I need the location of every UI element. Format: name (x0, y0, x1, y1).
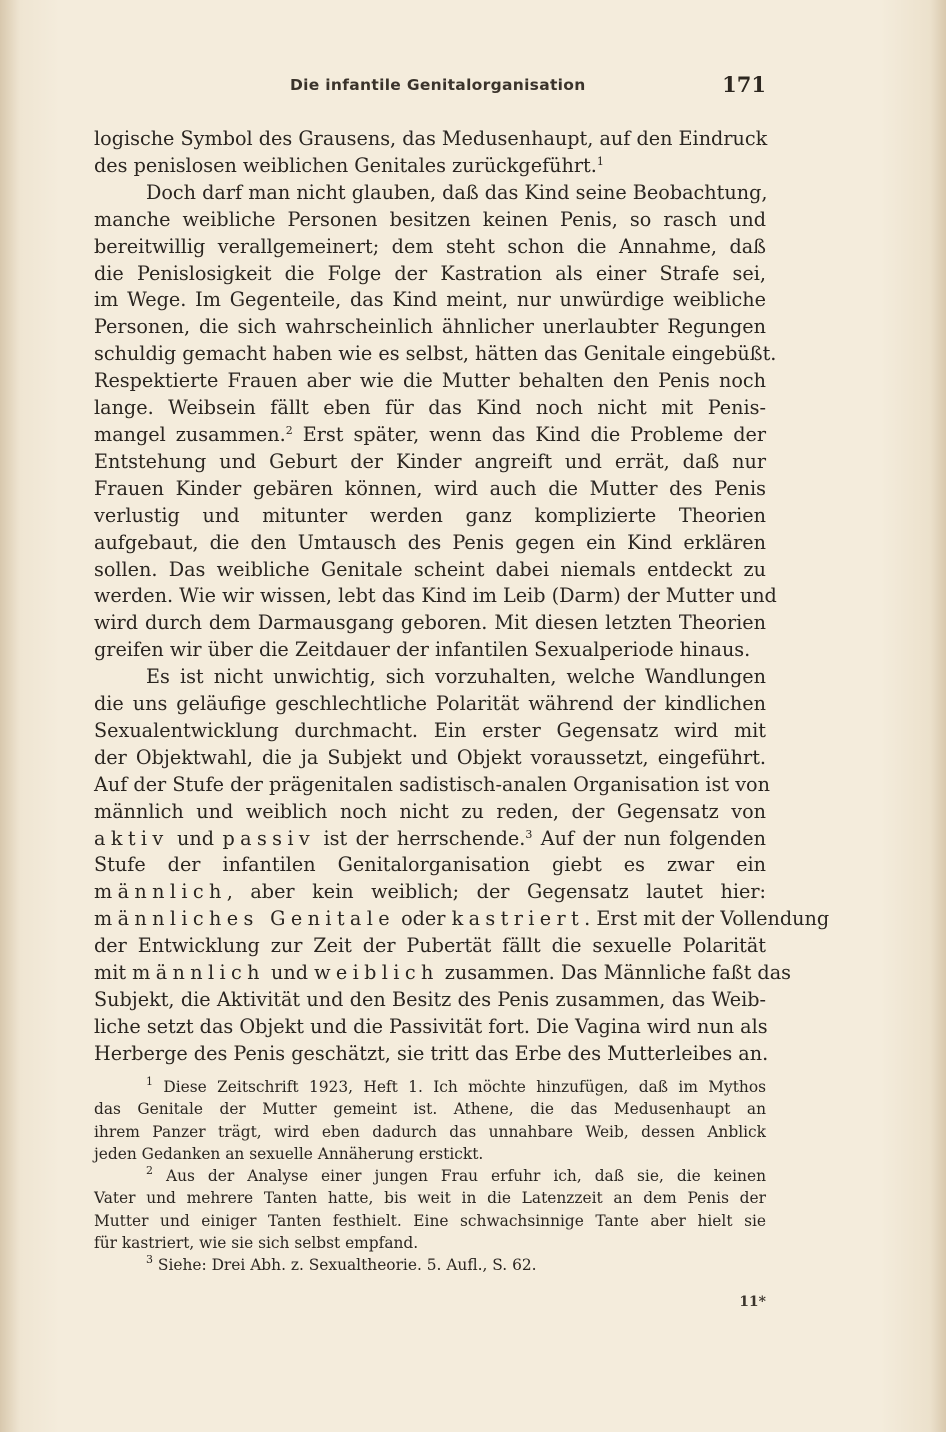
footnote-line: $^2$ Aus der Analyse einer jungen Frau erfuhr ich, daß sie, die keinen (146, 1164, 766, 1186)
text-line: schuldig gemacht haben wie es selbst, hätten das Genitale eingebüßt. (94, 342, 777, 366)
footnote-mark: 2 (146, 1164, 153, 1178)
text-line: die uns geläufige geschlechtliche Polarität während der kindlichen (94, 692, 766, 716)
spaced-term: weiblich (314, 961, 439, 985)
text-line: verlustig und mitunter werden ganz komplizierte Theorien (94, 503, 766, 527)
text-line: mangel zusammen.$^2$ Erst später, wenn das Kind die Probleme der (94, 422, 767, 446)
text-line: mit männlich und weiblich zusammen. Das Männliche faßt das (94, 961, 791, 985)
text-line: greifen wir über die Zeitdauer der infantilen Sexualperiode hinaus. (94, 638, 751, 662)
text-line: Herberge des Penis geschätzt, sie tritt das Erbe des Mutterleibes an. (94, 1041, 769, 1065)
spaced-term: aktiv (94, 826, 169, 850)
paragraph-2 (94, 180, 777, 664)
footnote-ref: 2 (285, 423, 293, 437)
footnote-2 (94, 1165, 766, 1254)
spaced-term: passiv (222, 826, 316, 850)
footnote-line: ihrem Panzer trägt, wird eben dadurch das unnahbare Weib, dessen Anblick (94, 1122, 766, 1141)
page-number: 171 (722, 72, 766, 97)
text-line: die Penislosigkeit die Folge der Kastration als einer Strafe sei, (94, 261, 766, 285)
spaced-term: männliches Genitale (94, 907, 395, 931)
text-line: des penislosen weiblichen Genitales zurückgeführt.$^1$ (94, 153, 604, 177)
text-line: sollen. Das weibliche Genitale scheint dabei niemals entdeckt zu (94, 557, 766, 581)
text-line: Stufe der infantilen Genitalorganisation giebt es zwar ein (94, 853, 766, 877)
footnote-line: Vater und mehrere Tanten hatte, bis weit in die Latenzzeit an dem Penis der (94, 1189, 766, 1208)
text-line: aufgebaut, die den Umtausch des Penis gegen ein Kind erklären (94, 530, 766, 554)
text-line: wird durch dem Darmausgang geboren. Mit diesen letzten Theorien (94, 611, 766, 635)
text-line: aktiv und passiv ist der herrschende.$^3$ Auf der nun folgenden (94, 826, 766, 850)
text-line: werden. Wie wir wissen, lebt das Kind im Leib (Darm) der Mutter und (94, 584, 777, 608)
text-line: lange. Weibsein fällt eben für das Kind noch nicht mit Penis- (94, 396, 766, 420)
page-header (94, 70, 766, 104)
text-line: Entstehung und Geburt der Kinder angreift und errät, daß nur (94, 449, 766, 473)
text-line: männlich und weiblich noch nicht zu reden, der Gegensatz von (94, 799, 766, 823)
text-line: Es ist nicht unwichtig, sich vorzuhalten, welche Wandlungen (146, 665, 766, 689)
text-line: Subjekt, die Aktivität und den Besitz des Penis zusammen, das Weib- (94, 988, 766, 1011)
spaced-term: männlich (132, 961, 265, 985)
footnote-line: jeden Gedanken an sexuelle Annäherung erstickt. (94, 1144, 484, 1163)
text-line: der Entwicklung zur Zeit der Pubertät fällt die sexuelle Polarität (94, 934, 766, 958)
text-line: männliches Genitale oder kastriert. Erst mit der Vollendung (94, 907, 830, 931)
footnotes (94, 1076, 766, 1277)
spaced-term: kastriert (451, 907, 585, 931)
text-line: Sexualentwicklung durchmacht. Ein erster Gegensatz wird mit (94, 718, 766, 742)
text-line: Auf der Stufe der prägenitalen sadistisch-analen Organisation ist von (94, 772, 770, 796)
footnote-3 (94, 1254, 766, 1276)
paragraph-3 (94, 664, 830, 1068)
text-line: Respektierte Frauen aber wie die Mutter behalten den Penis noch (94, 369, 766, 393)
footnote-ref: 3 (525, 827, 533, 841)
text-line: Personen, die sich wahrscheinlich ähnlicher unerlaubter Regungen (94, 315, 766, 339)
text-line: männlich, aber kein weiblich; der Gegensatz lautet hier: (94, 880, 766, 904)
text-line: der Objektwahl, die ja Subjekt und Objekt voraussetzt, eingeführt. (94, 745, 766, 769)
footnote-line: das Genitale der Mutter gemeint ist. Athene, die das Medusenhaupt an (94, 1100, 766, 1119)
spaced-term: männlich (94, 880, 227, 904)
text-line: Frauen Kinder gebären können, wird auch die Mutter des Penis (94, 476, 766, 500)
text-line: im Wege. Im Gegenteile, das Kind meint, nur unwürdige weibliche (94, 288, 766, 312)
text-line: Doch darf man nicht glauben, daß das Kind seine Beobachtung, (146, 180, 768, 204)
text-line: logische Symbol des Grausens, das Medusenhaupt, auf den Eindruck (94, 127, 768, 150)
printer-signature: 11* (739, 1294, 766, 1310)
footnote-line: $^1$ Diese Zeitschrift 1923, Heft 1. Ich möchte hinzufügen, daß im Mythos (146, 1075, 766, 1096)
footnote-1 (94, 1076, 766, 1165)
text-line: bereitwillig verallgemeinert; dem steht schon die Annahme, daß (94, 234, 766, 258)
footnote-line: für kastriert, wie sie sich selbst empfand. (94, 1234, 419, 1253)
running-title: Die infantile Genitalorganisation (290, 76, 586, 94)
footnote-ref: 1 (596, 154, 604, 168)
footnote-line: $^3$ Siehe: Drei Abh. z. Sexualtheorie. 5. Aufl., S. 62. (146, 1253, 537, 1275)
paragraph-1 (94, 126, 766, 180)
footnote-line: Mutter und einiger Tanten festhielt. Eine schwachsinnige Tante aber hielt sie (94, 1211, 766, 1230)
main-text (94, 126, 830, 1068)
text-line: liche setzt das Objekt und die Passivität fort. Die Vagina wird nun als (94, 1014, 768, 1038)
footnote-mark: 3 (146, 1253, 153, 1267)
text-line: manche weibliche Personen besitzen keinen Penis, so rasch und (94, 207, 766, 231)
footnote-mark: 1 (146, 1075, 153, 1088)
